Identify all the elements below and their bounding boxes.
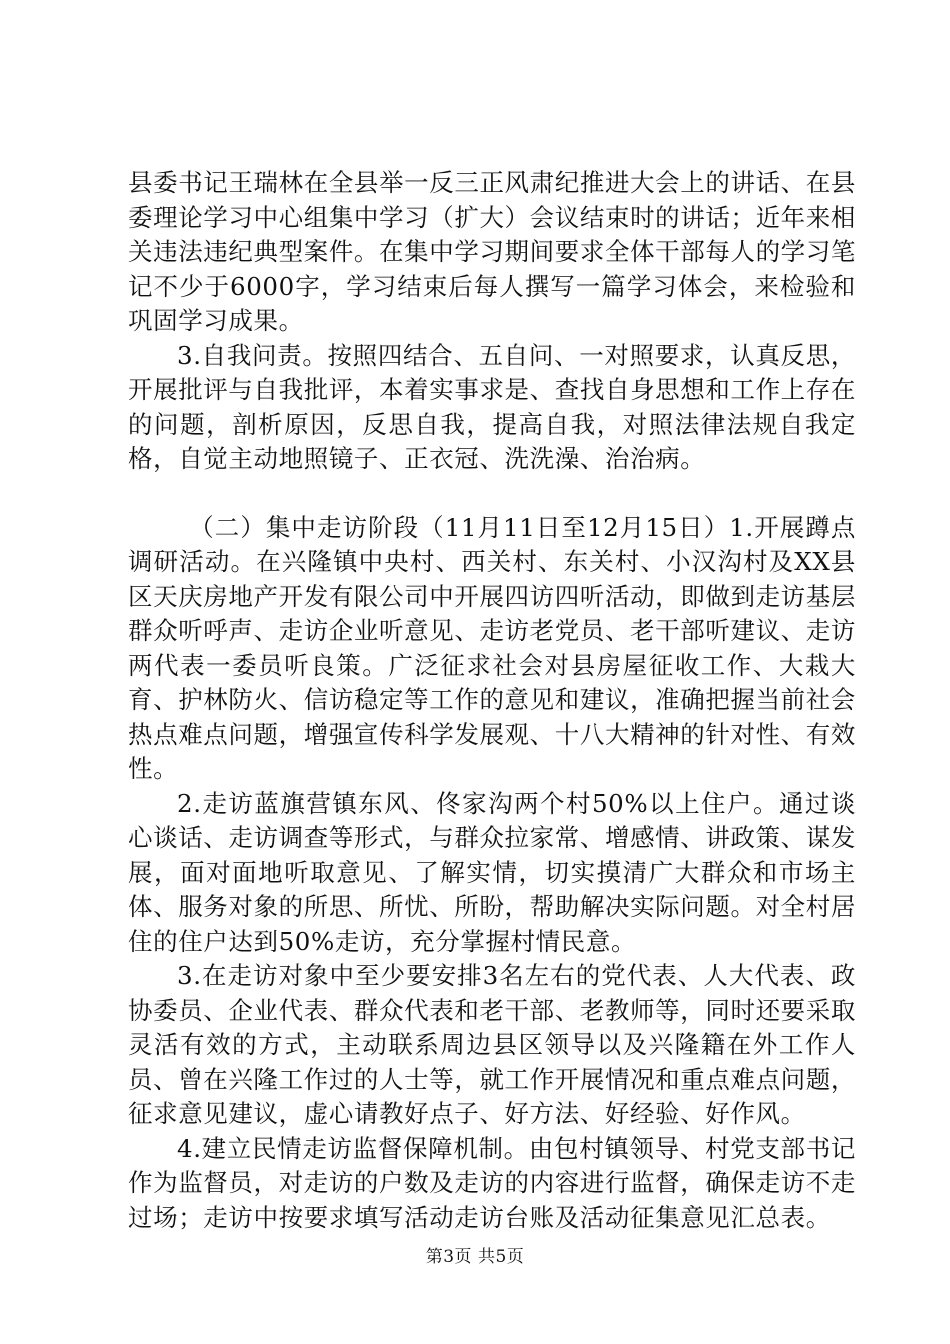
paragraph-visit-representatives: 3.在走访对象中至少要安排3名左右的党代表、人大代表、政协委员、企业代表、群众代表和老干部、老教师等，同时还要采取灵活有效的方式，主动联系周边县区领导以及兴隆籍在外工作人员、曾在兴隆工作过的人士等，就工作开展情况和重点难点问题，征求意见建议，虚心请教好点子、好方法、好经验、好作风。 — [128, 961, 856, 1128]
document-body — [128, 166, 856, 1235]
paragraph-supervision-mechanism: 4.建立民情走访监督保障机制。由包村镇领导、村党支部书记作为监督员，对走访的户数及走访的内容进行监督，确保走访不走过场；走访中按要求填写活动走访台账及活动征集意见汇总表。 — [128, 1133, 856, 1232]
paragraph-self-accountability: 3.自我问责。按照四结合、五自问、一对照要求，认真反思，开展批评与自我批评，本着实事求是、查找自身思想和工作上存在的问题，剖析原因，反思自我，提高自我，对照法律法规自我定格，自觉主动地照镜子、正衣冠、洗洗澡、治治病。 — [128, 340, 856, 473]
paragraph-visit-households: 2.走访蓝旗营镇东风、佟家沟两个村50%以上住户。通过谈心谈话、走访调查等形式，与群众拉家常、增感情、讲政策、谋发展，面对面地听取意见、了解实情，切实摸清广大群众和市场主体、服务对象的所思、所忧、所盼，帮助解决实际问题。对全村居住的住户达到50%走访，充分掌握村情民意。 — [128, 788, 856, 956]
page-number-footer: 第3页 共5页 — [425, 1247, 525, 1267]
paragraph-study-materials: 县委书记王瑞林在全县举一反三正风肃纪推进大会上的讲话、在县委理论学习中心组集中学习（扩大）会议结束时的讲话；近年来相关违法违纪典型案件。在集中学习期间要求全体干部每人的学习笔记不少于6000字，学习结束后每人撰写一篇学习体会，来检验和巩固学习成果。 — [128, 168, 856, 335]
paragraph-visit-stage: （二）集中走访阶段（11月11日至12月15日）1.开展蹲点调研活动。在兴隆镇中央村、西关村、东关村、小汉沟村及XX县区天庆房地产开发有限公司中开展四访四听活动，即做到走访基层群众听呼声、走访企业听意见、走访老党员、老干部听建议、走访两代表一委员听良策。广泛征求社会对县房屋征收工作、大栽大育、护林防火、信访稳定等工作的意见和建议，准确把握当前社会热点难点问题，增强宣传科学发展观、十八大精神的针对性、有效性。 — [128, 512, 856, 783]
